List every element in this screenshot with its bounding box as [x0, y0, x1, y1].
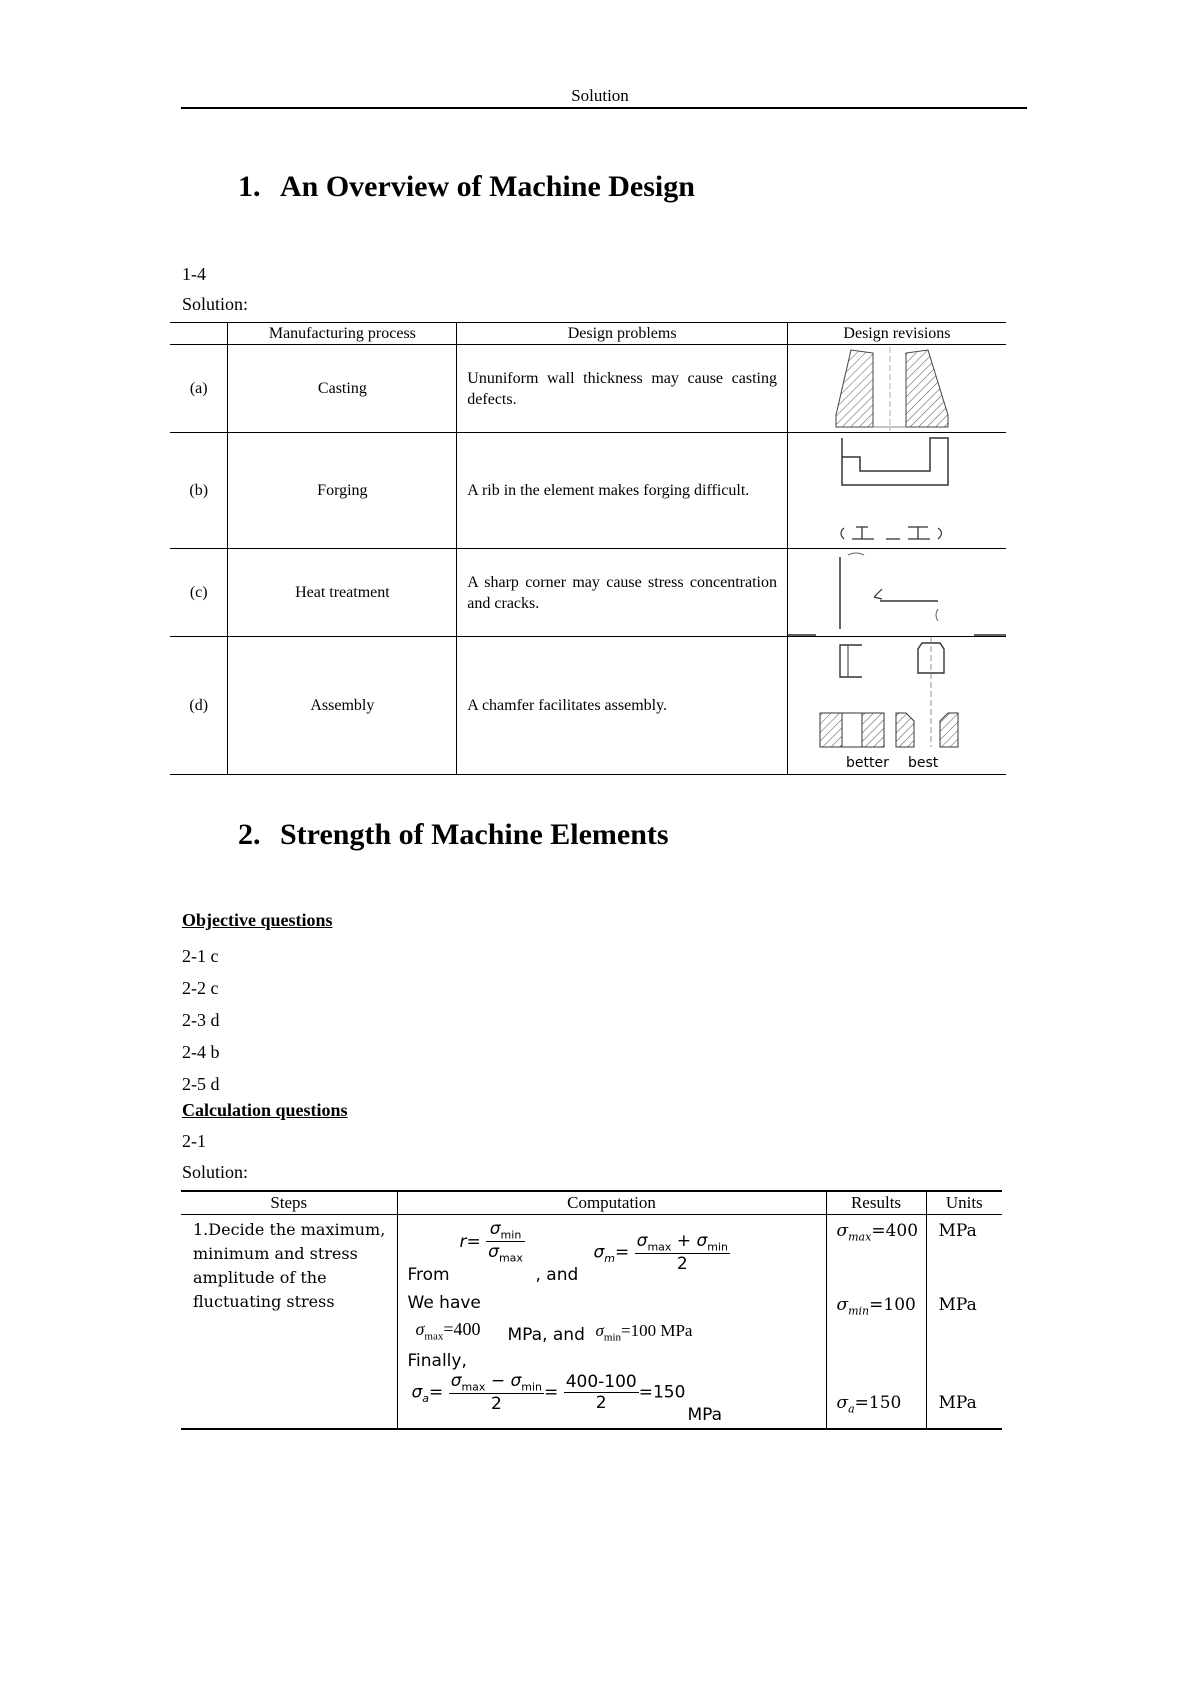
result-max: [837, 1221, 919, 1243]
forging-revision-drawing: [787, 433, 1006, 549]
problem-id-2-1: 2-1: [182, 1131, 206, 1151]
row-process: Assembly: [228, 637, 457, 775]
heat-treatment-revision-drawing: [787, 549, 1006, 637]
sigma-symbol: σ: [593, 1242, 605, 1263]
value: =400: [443, 1319, 481, 1339]
subscript: a: [422, 1392, 430, 1406]
heat-treatment-sketch-icon: [788, 549, 1006, 636]
forging-sketch-icon: [788, 433, 1006, 548]
value: =100: [621, 1321, 657, 1340]
assembly-revision-drawing: [787, 637, 1006, 775]
sigma-symbol: σ: [595, 1321, 604, 1340]
table-header-cell: Units: [926, 1191, 1002, 1215]
table-header-row: [170, 323, 1006, 345]
better-label: better: [845, 755, 889, 771]
we-have-label: We have: [407, 1293, 481, 1313]
subscript: max: [498, 1251, 523, 1265]
mpa-and-label: MPa, and: [507, 1325, 585, 1345]
running-header: Solution: [571, 86, 629, 105]
sigma-max-value: [416, 1319, 481, 1343]
list-item: 2-5 d: [182, 1074, 220, 1094]
row-label: (a): [170, 345, 228, 433]
denominator: 2: [676, 1254, 688, 1275]
table-header-cell: Computation: [397, 1191, 826, 1215]
list-item: 2-3 d: [182, 1010, 220, 1030]
row-problem: Ununiform wall thickness may cause casting defects.: [457, 345, 788, 433]
subscript: min: [500, 1228, 522, 1242]
numeric-fraction: [564, 1372, 639, 1413]
table-header-row: [181, 1191, 1002, 1215]
table-row: [170, 345, 1006, 433]
sigma-symbol: σ: [411, 1382, 423, 1403]
table-header-cell: Steps: [181, 1191, 397, 1215]
calculation-questions-heading: Calculation questions: [182, 1100, 348, 1120]
row-problem: A chamfer facilitates assembly.: [457, 637, 788, 775]
table-row: [170, 549, 1006, 637]
results-cell: [826, 1215, 926, 1430]
list-item: 2-2 c: [182, 978, 219, 998]
subscript: min: [848, 1304, 870, 1318]
table-header-cell: Design problems: [457, 323, 788, 345]
header-rule: [181, 107, 1027, 109]
objective-questions-heading: Objective questions: [182, 910, 333, 930]
row-process: Forging: [228, 433, 457, 549]
section-1-title: An Overview of Machine Design: [280, 170, 695, 203]
sigma-min-value: [596, 1321, 693, 1343]
subscript: max: [647, 1240, 672, 1254]
denominator: 2: [490, 1394, 502, 1415]
subscript: max: [424, 1330, 444, 1343]
result-value: =150: [638, 1382, 686, 1403]
table-row: [170, 433, 1006, 549]
result-a: [837, 1393, 902, 1415]
section-2-heading: [238, 818, 669, 852]
r-formula: r= $\frac{\sigma_{min}}{\sigma_{max}}$: [459, 1219, 523, 1265]
sigma-symbol: σ: [836, 1221, 849, 1241]
list-item: 2-4 b: [182, 1042, 220, 1062]
row-problem: A sharp corner may cause stress concentration and cracks.: [457, 549, 788, 637]
unit-min: MPa: [938, 1295, 977, 1315]
subscript: min: [521, 1380, 543, 1394]
casting-revision-drawing: [787, 345, 1006, 433]
value: =400: [871, 1221, 919, 1241]
table-row: [170, 637, 1006, 775]
finally-label: Finally,: [407, 1351, 467, 1371]
subscript: max: [461, 1380, 486, 1394]
table-header-cell: Manufacturing process: [228, 323, 457, 345]
and-label: , and: [535, 1265, 579, 1285]
sigma-symbol: σ: [510, 1371, 522, 1391]
solution-label-1: Solution:: [182, 294, 249, 314]
row-label: (b): [170, 433, 228, 549]
sigma-symbol: σ: [450, 1371, 462, 1391]
units-cell: [926, 1215, 1002, 1430]
design-revisions-table: [170, 322, 1006, 775]
objective-answers-list: [182, 940, 220, 1100]
unit-max: MPa: [938, 1221, 977, 1241]
sigma-symbol: σ: [836, 1295, 849, 1315]
sigma-symbol: σ: [836, 1393, 849, 1413]
casting-sketch-icon: [788, 345, 1006, 432]
value: =100: [869, 1295, 916, 1315]
table-header-cell: Results: [826, 1191, 926, 1215]
section-1-number: 1.: [238, 170, 261, 203]
table-header-cell: Design revisions: [787, 323, 1006, 345]
numerator: 400-100: [565, 1372, 637, 1393]
list-item: 2-1 c: [182, 946, 219, 966]
subscript: min: [707, 1240, 728, 1254]
sigma-symbol: σ: [489, 1219, 501, 1239]
row-label: (d): [170, 637, 228, 775]
r-symbol: r: [459, 1231, 467, 1252]
calculation-table: [181, 1190, 1002, 1430]
table-row: [181, 1215, 1002, 1430]
value: =150: [854, 1393, 902, 1413]
sigma-m-formula: $\sigma_m=$ $\frac{\sigma_{max} + \sigma_{min}}{2}$: [593, 1231, 728, 1275]
from-label: From: [407, 1265, 450, 1285]
sigma-a-formula: $\sigma_a=$ $\frac{\sigma_{max} - \sigma_{min}}{2}$ = $\frac{400-100}{2}$ =150: [411, 1371, 686, 1415]
subscript: max: [848, 1230, 872, 1244]
result-min: [837, 1295, 916, 1317]
final-unit: MPa: [687, 1405, 723, 1425]
assembly-sketch-icon: [788, 637, 1006, 774]
sigma-m-fraction: $\frac{\sigma_{max} + \sigma_{min}}{2}$: [636, 1231, 728, 1275]
section-1-heading: [238, 170, 695, 204]
step-description: 1.Decide the maximum, minimum and stress amplitude of the fluctuating stress: [193, 1220, 386, 1311]
sigma-symbol: σ: [696, 1231, 708, 1251]
table-header-blank: [170, 323, 228, 345]
subscript: m: [604, 1252, 615, 1266]
subscript: min: [603, 1331, 622, 1344]
best-label: best: [907, 755, 939, 771]
sigma-symbol: σ: [636, 1231, 648, 1251]
row-problem: A rib in the element makes forging difficult.: [457, 433, 788, 549]
r-fraction: [486, 1219, 525, 1265]
section-2-number: 2.: [238, 818, 261, 851]
unit-a: MPa: [938, 1393, 977, 1413]
unit: MPa: [660, 1321, 693, 1340]
sigma-symbol: σ: [488, 1242, 499, 1263]
subscript: a: [848, 1402, 855, 1416]
problem-id-1-4: 1-4: [182, 264, 206, 284]
sigma-symbol: σ: [415, 1319, 425, 1339]
sigma-a-fraction: $\frac{\sigma_{max} - \sigma_{min}}{2}$: [450, 1371, 543, 1415]
denominator: 2: [595, 1393, 607, 1414]
solution-label-2: Solution:: [182, 1162, 249, 1182]
row-label: (c): [170, 549, 228, 637]
computation-cell: [397, 1215, 826, 1430]
row-process: Heat treatment: [228, 549, 457, 637]
row-process: Casting: [228, 345, 457, 433]
section-2-title: Strength of Machine Elements: [280, 818, 669, 851]
